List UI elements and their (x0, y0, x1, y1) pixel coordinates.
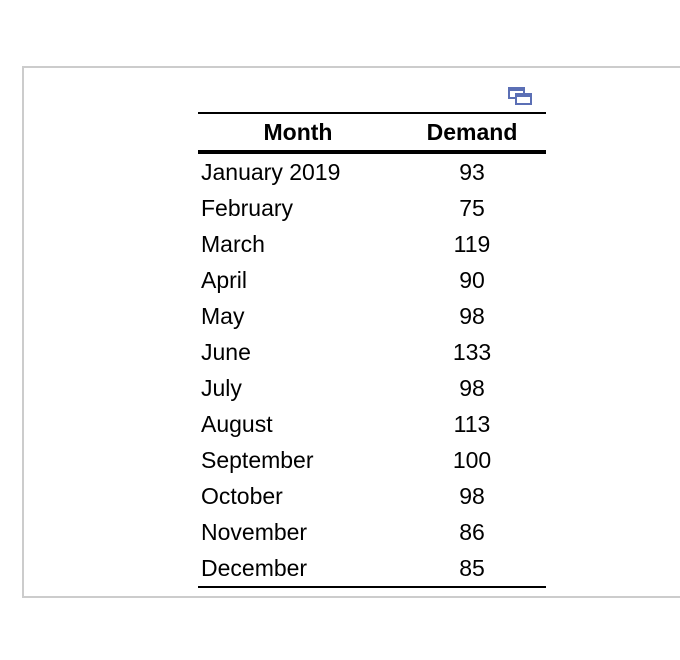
demand-cell: 98 (459, 374, 485, 401)
month-cell: August (201, 410, 273, 437)
table-row (198, 370, 546, 406)
demand-cell: 90 (459, 266, 485, 293)
month-cell: December (198, 550, 398, 587)
demand-table (198, 112, 546, 588)
demand-column-header: Demand (398, 113, 546, 152)
month-cell: May (201, 302, 245, 329)
table-row (198, 514, 546, 550)
demand-cell: 93 (459, 158, 485, 185)
table-row (198, 226, 546, 262)
month-cell: November (201, 518, 308, 545)
table-row (198, 262, 546, 298)
table-row (198, 190, 546, 226)
month-cell: October (201, 482, 283, 509)
table-row (198, 406, 546, 442)
table-row (198, 334, 546, 370)
table-row (198, 550, 546, 587)
month-cell: July (201, 374, 242, 401)
copy-table-icon[interactable] (508, 87, 534, 107)
table-row (198, 298, 546, 334)
demand-cell: 100 (452, 446, 492, 473)
month-column-header: Month (198, 113, 398, 152)
month-cell: June (201, 338, 251, 365)
demand-cell: 98 (459, 482, 485, 509)
table-row (198, 442, 546, 478)
demand-cell: 119 (453, 230, 491, 257)
demand-cell: 75 (459, 194, 485, 221)
month-cell: September (201, 446, 314, 473)
demand-cell: 113 (453, 410, 491, 437)
demand-cell: 86 (459, 518, 485, 545)
table-row (198, 478, 546, 514)
month-cell: April (201, 266, 248, 293)
month-cell: February (201, 194, 294, 221)
demand-cell: 133 (452, 338, 492, 365)
table-header-row (198, 113, 546, 152)
demand-cell: 85 (398, 550, 546, 587)
demand-cell: 98 (459, 302, 485, 329)
month-cell: January 2019 (201, 158, 341, 185)
table-row (198, 152, 546, 190)
copy-icon (508, 87, 534, 107)
month-cell: March (201, 230, 265, 257)
